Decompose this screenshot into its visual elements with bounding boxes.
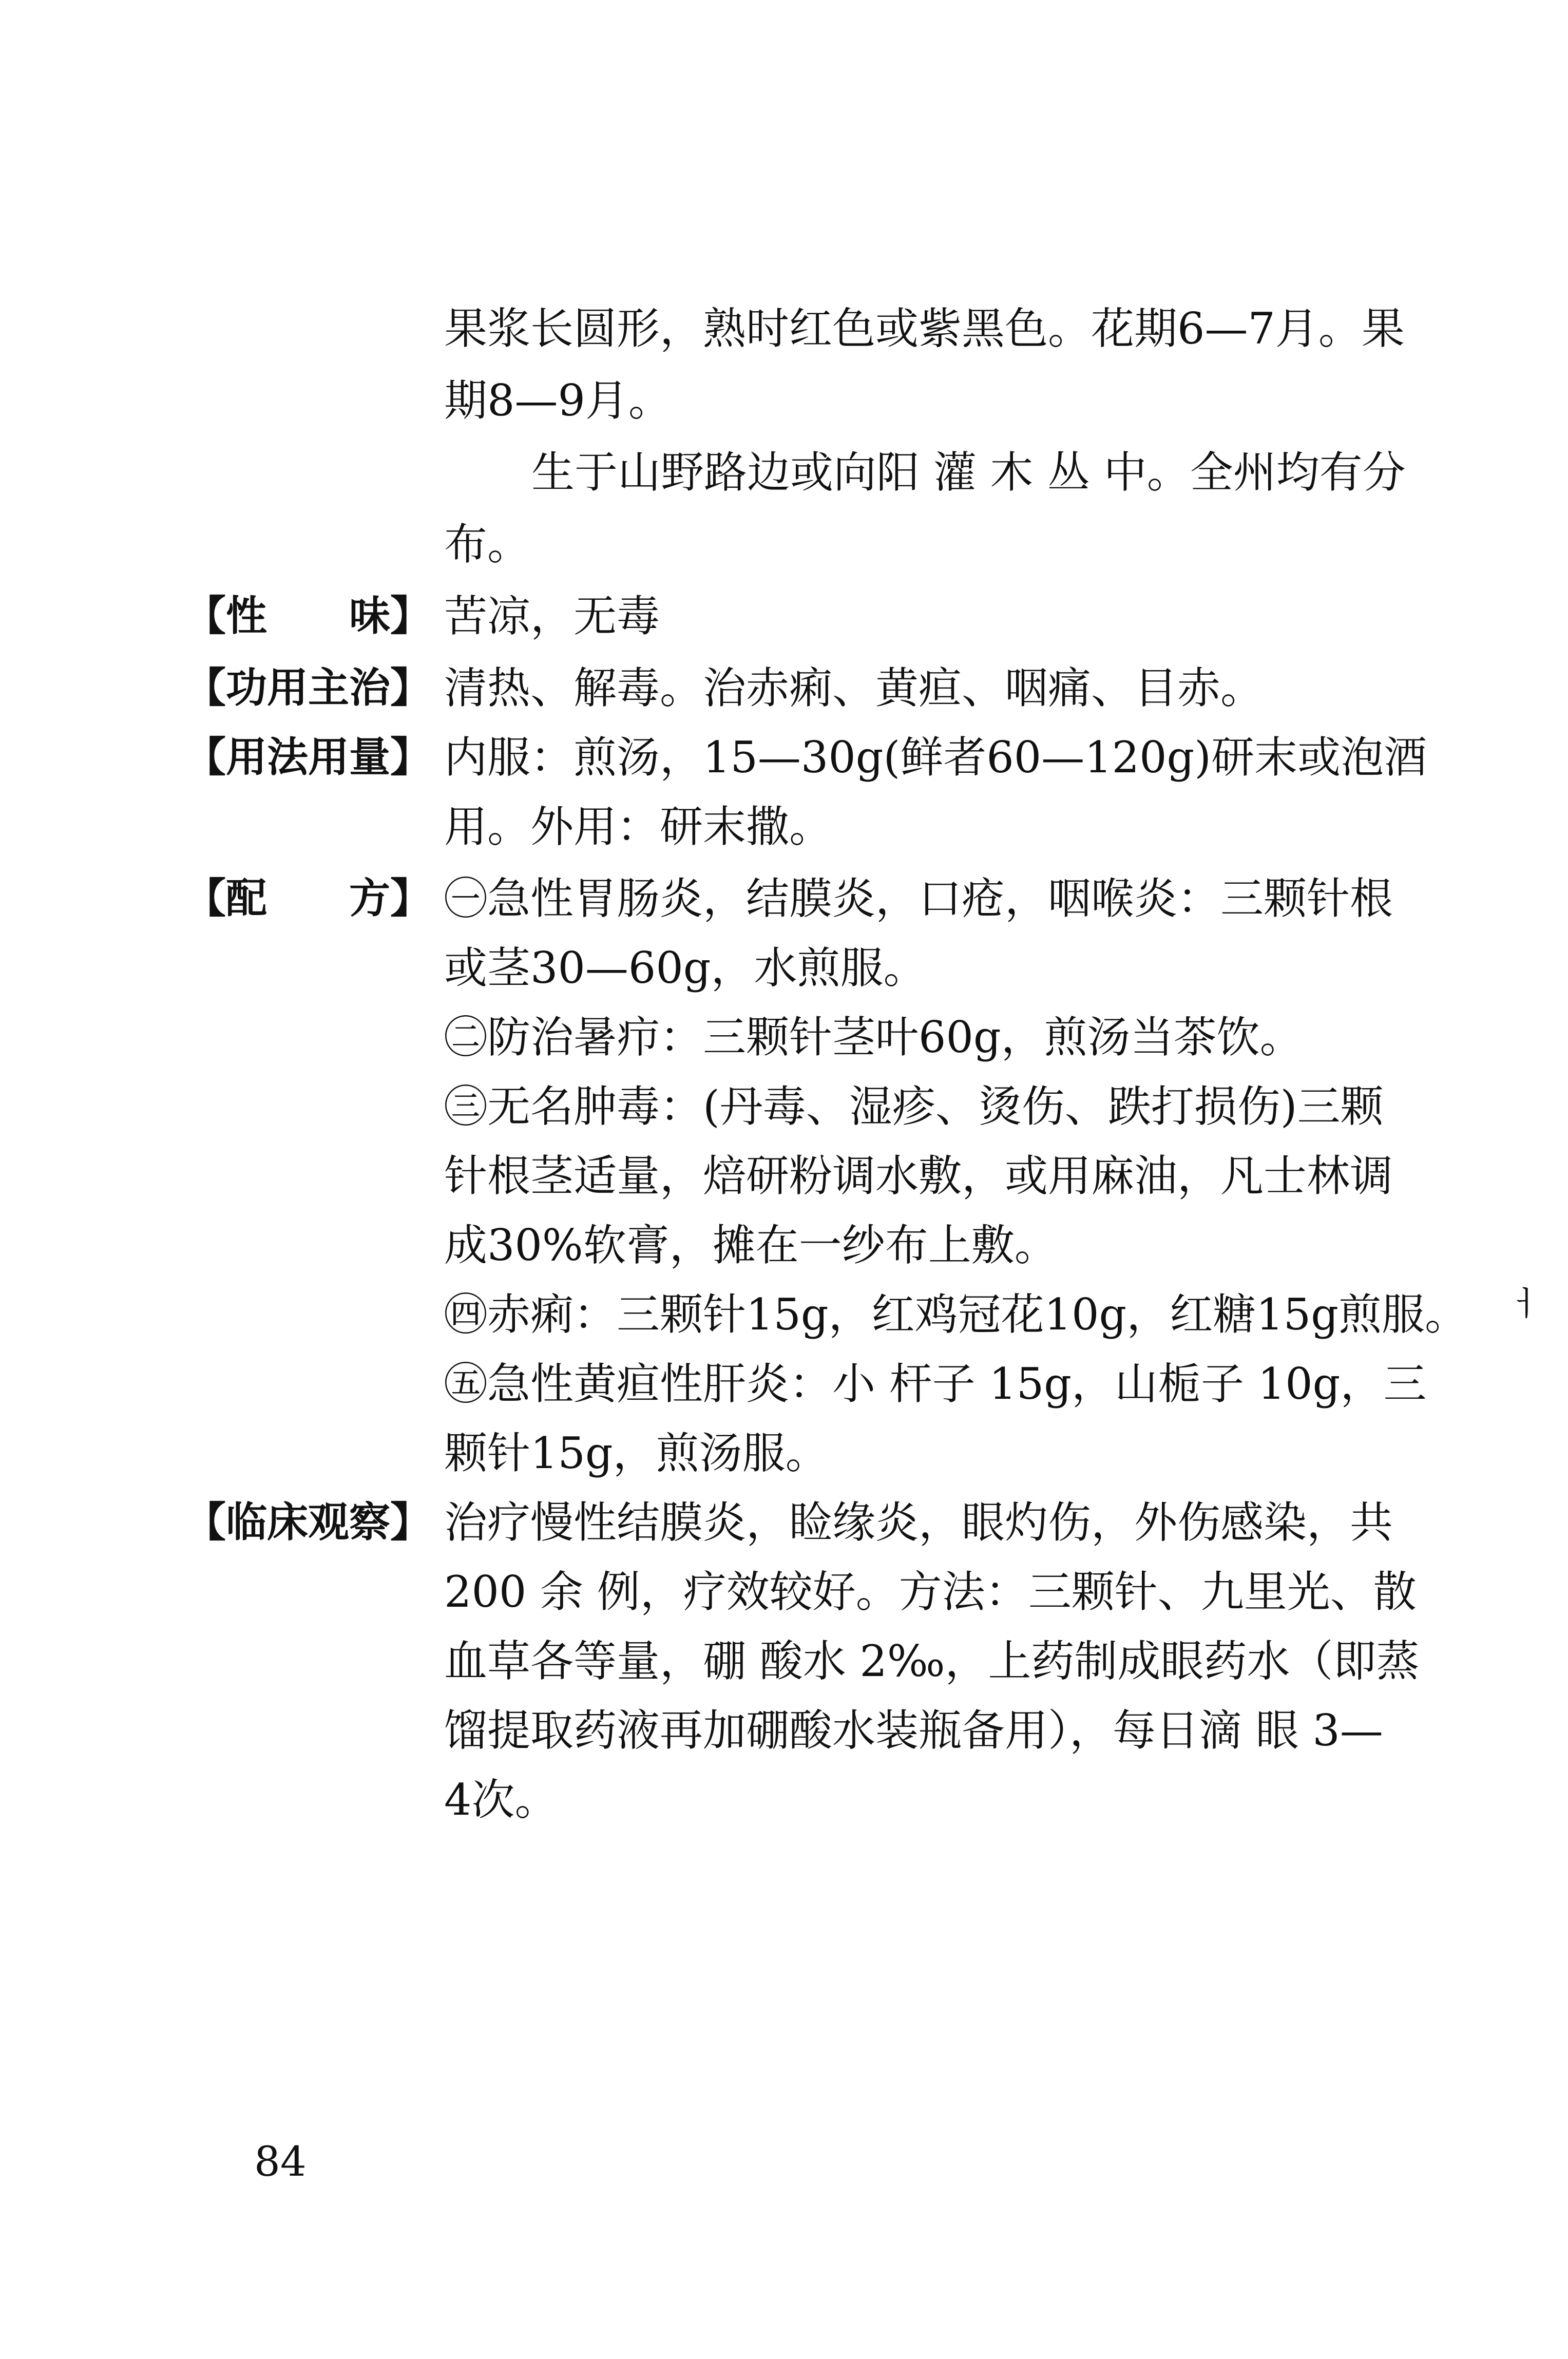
section-prescriptions-line-4: ㊂无名肿毒：(丹毒、湿疹、烫伤、跌打损伤)三颗 [444, 1081, 1384, 1132]
section-clinical-line-1: 治疗慢性结膜炎，睑缘炎，眼灼伤，外伤感染，共 [444, 1497, 1393, 1548]
section-prescriptions-line-9: 颗针15g，煎汤服。 [444, 1428, 829, 1478]
section-prescriptions-line-8: ㊄急性黄疸性肝炎：小 杆子 15g，山栀子 10g，三 [444, 1359, 1427, 1409]
section-clinical-line-5: 4次。 [444, 1775, 558, 1825]
section-clinical-line-4: 馏提取药液再加硼酸水装瓶备用），每日滴 眼 3— [444, 1705, 1383, 1756]
section-prescriptions-line-6: 成30%软膏，摊在一纱布上敷。 [444, 1220, 1058, 1270]
section-label-indications [185, 652, 431, 724]
section-prescriptions-line-2: 或茎30—60g，水煎服。 [444, 943, 927, 993]
section-dosage-line-1: 内服：煎汤，15—30g(鲜者60—120g)研末或泡酒 [444, 732, 1427, 783]
section-label-prescriptions [185, 863, 431, 935]
section-label-clinical-text: 【临床观察】 [185, 1498, 431, 1546]
margin-mark: ㅓ [1509, 1285, 1541, 1323]
section-label-taste [185, 580, 431, 652]
section-prescriptions-line-5: 针根茎适量，焙研粉调水敷，或用麻油，凡士林调 [444, 1151, 1393, 1201]
section-clinical-line-2: 200 余 例，疗效较好。方法：三颗针、九里光、散 [444, 1567, 1417, 1617]
section-label-dosage [185, 721, 431, 793]
section-label-prescriptions-text: 【配 方】 [185, 874, 431, 922]
section-dosage-line-2: 用。外用：研末撒。 [444, 802, 833, 852]
section-prescriptions-line-1: ㊀急性胃肠炎，结膜炎，口疮，咽喉炎：三颗针根 [444, 873, 1393, 924]
section-label-clinical [185, 1487, 431, 1558]
page-number: 84 [254, 2138, 307, 2185]
intro-line-3: 生于山野路边或向阳 灌 木 丛 中。全州均有分 [531, 447, 1406, 498]
section-taste-line-1: 苦凉，无毒 [444, 591, 660, 641]
intro-line-4: 布。 [444, 519, 531, 569]
section-label-taste-text: 【性 味】 [185, 592, 431, 640]
section-label-dosage-text: 【用法用量】 [185, 733, 431, 781]
section-prescriptions-line-7: ㊃赤痢：三颗针15g，红鸡冠花10g，红糖15g煎服。 [444, 1289, 1468, 1340]
section-prescriptions-line-3: ㊁防治暑疖：三颗针茎叶60g，煎汤当茶饮。 [444, 1012, 1303, 1062]
section-indications-line-1: 清热、解毒。治赤痢、黄疸、咽痛、目赤。 [444, 663, 1264, 713]
section-label-indications-text: 【功用主治】 [185, 664, 431, 712]
section-clinical-line-3: 血草各等量，硼 酸水 2‰，上药制成眼药水（即蒸 [444, 1636, 1420, 1686]
intro-line-2: 期8—9月。 [444, 375, 672, 426]
intro-line-1: 果浆长圆形，熟时红色或紫黑色。花期6—7月。果 [444, 303, 1405, 354]
